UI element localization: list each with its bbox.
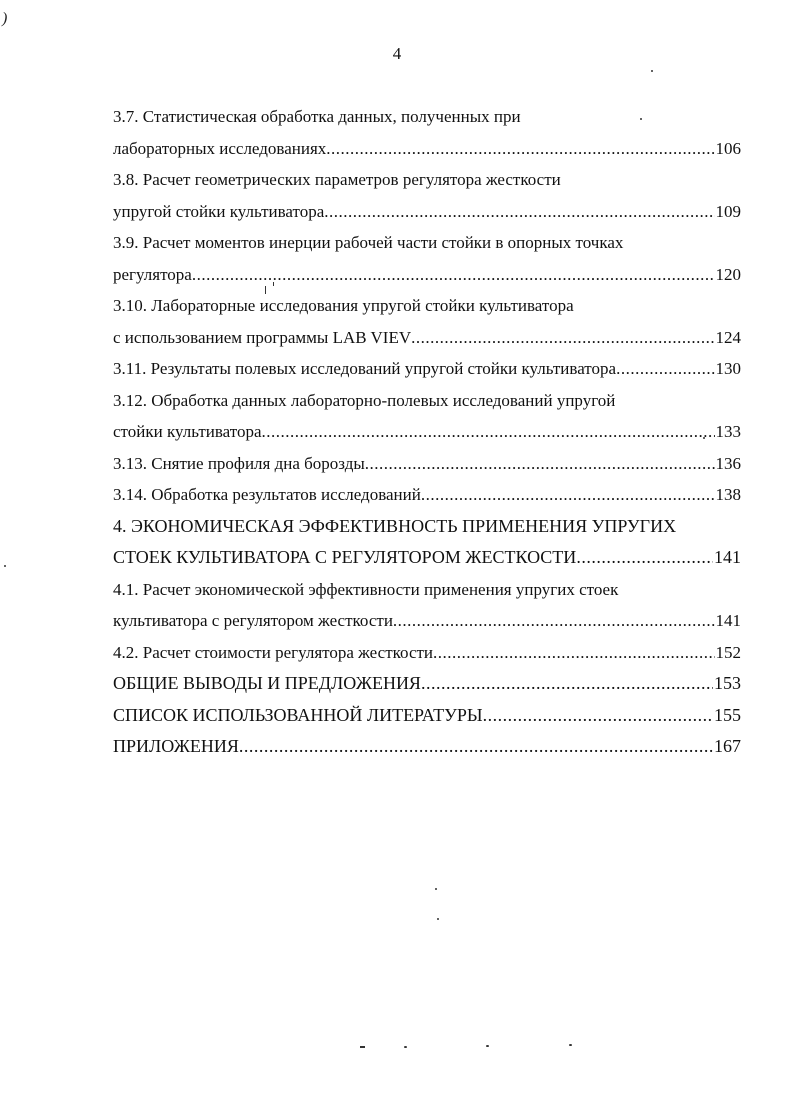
toc-entry-leader-line bbox=[113, 322, 741, 354]
toc-entry-title-line: 3.10. Лабораторные исследования упругой стойки культиватора bbox=[113, 296, 574, 315]
dot-leader bbox=[393, 605, 715, 637]
scan-mark: ) bbox=[2, 10, 8, 27]
toc-entry bbox=[113, 668, 741, 700]
toc-entry-page-number: 124 bbox=[715, 327, 741, 347]
toc-entry-title-line: 4.1. Расчет экономической эффективности применения упругих стоек bbox=[113, 579, 619, 599]
toc-entry-page-number: 109 bbox=[715, 201, 741, 221]
scan-speck bbox=[404, 1046, 407, 1048]
table-of-contents bbox=[113, 101, 741, 763]
toc-entry-title: СПИСОК ИСПОЛЬЗОВАННОЙ ЛИТЕРАТУРЫ bbox=[113, 704, 483, 725]
scan-speck bbox=[4, 565, 6, 567]
toc-entry-page-number: 138 bbox=[715, 485, 741, 504]
toc-entry-page-number: 133 bbox=[715, 422, 741, 441]
dot-leader bbox=[262, 416, 715, 448]
toc-entry-title: культиватора с регулятором жесткости bbox=[113, 611, 393, 630]
toc-entry-leader-line bbox=[113, 196, 741, 228]
toc-entry-leader-line bbox=[113, 542, 741, 574]
toc-entry-title: ПРИЛОЖЕНИЯ bbox=[113, 736, 239, 756]
toc-entry-leader-line bbox=[113, 448, 741, 480]
toc-entry bbox=[113, 101, 741, 164]
dot-leader bbox=[483, 700, 713, 732]
scan-speck bbox=[640, 118, 642, 120]
toc-entry-title: упругой стойки культиватора bbox=[113, 201, 325, 221]
page-number: 4 bbox=[392, 44, 402, 63]
toc-entry-title: 3.13. Снятие профиля дна борозды bbox=[113, 453, 365, 473]
scan-speck bbox=[435, 888, 437, 890]
toc-entry-page-number: 130 bbox=[715, 359, 741, 378]
toc-entry-leader-line bbox=[113, 700, 741, 732]
toc-entry-leader-line bbox=[113, 479, 741, 511]
toc-entry-title: ОБЩИЕ ВЫВОДЫ И ПРЕДЛОЖЕНИЯ bbox=[113, 673, 421, 693]
toc-entry-page-number: 153 bbox=[714, 673, 741, 693]
toc-entry-page-number: 106 bbox=[715, 138, 741, 158]
dot-leader bbox=[433, 637, 714, 669]
toc-entry-title: 4.2. Расчет стоимости регулятора жесткости bbox=[113, 642, 434, 662]
toc-entry-title-line: 3.12. Обработка данных лабораторно-полевых исследований упругой bbox=[113, 390, 616, 410]
scan-speck bbox=[703, 437, 705, 439]
dot-leader bbox=[326, 133, 714, 165]
toc-entry bbox=[113, 574, 741, 637]
toc-entry-leader-line bbox=[113, 605, 741, 637]
toc-entry bbox=[113, 479, 741, 511]
toc-entry-title-line: 3.7. Статистическая обработка данных, полученных при bbox=[113, 107, 521, 126]
toc-entry bbox=[113, 448, 741, 480]
dot-leader bbox=[421, 668, 713, 700]
toc-entry-title-line: 3.9. Расчет моментов инерции рабочей части стойки в опорных точках bbox=[113, 233, 624, 252]
toc-entry-leader-line bbox=[113, 731, 741, 763]
dot-leader bbox=[324, 196, 714, 228]
toc-entry-leader-line bbox=[113, 353, 741, 385]
toc-entry-page-number: 136 bbox=[715, 453, 741, 473]
dot-leader bbox=[576, 542, 713, 574]
toc-entry-title: регулятора bbox=[113, 264, 192, 284]
dot-leader bbox=[365, 448, 715, 480]
toc-entry-page-number: 167 bbox=[714, 736, 741, 756]
toc-entry-leader-line bbox=[113, 133, 741, 165]
toc-entry bbox=[113, 290, 741, 353]
toc-entry-leader-line bbox=[113, 668, 741, 700]
toc-entry bbox=[113, 164, 741, 227]
dot-leader bbox=[192, 259, 715, 291]
toc-entry-title-line: 4. ЭКОНОМИЧЕСКАЯ ЭФФЕКТИВНОСТЬ ПРИМЕНЕНИЯ УПРУГИХ bbox=[113, 515, 677, 536]
scan-speck bbox=[651, 70, 653, 72]
toc-entry-title: лабораторных исследованиях bbox=[113, 138, 327, 158]
dot-leader bbox=[421, 479, 715, 511]
toc-entry-title: СТОЕК КУЛЬТИВАТОРА С РЕГУЛЯТОРОМ ЖЕСТКОСТИ bbox=[113, 547, 577, 567]
toc-entry-page-number: 155 bbox=[714, 704, 741, 725]
scan-speck bbox=[486, 1045, 489, 1047]
toc-entry bbox=[113, 353, 741, 385]
dot-leader bbox=[411, 322, 714, 354]
toc-entry bbox=[113, 700, 741, 732]
toc-entry-title: 3.14. Обработка результатов исследований bbox=[113, 485, 421, 504]
scan-speck bbox=[273, 282, 274, 286]
toc-entry-leader-line bbox=[113, 259, 741, 291]
toc-entry bbox=[113, 385, 741, 448]
toc-entry-page-number: 152 bbox=[715, 642, 741, 662]
toc-entry bbox=[113, 731, 741, 763]
toc-entry-title: стойки культиватора bbox=[113, 422, 262, 441]
toc-entry-title: 3.11. Результаты полевых исследований упругой стойки культиватора bbox=[113, 359, 617, 378]
toc-entry-page-number: 141 bbox=[715, 611, 741, 630]
toc-entry-title: с использованием программы LAB VIEV bbox=[113, 327, 412, 347]
toc-entry bbox=[113, 227, 741, 290]
toc-entry-title-line: 3.8. Расчет геометрических параметров регулятора жесткости bbox=[113, 170, 561, 189]
dot-leader bbox=[616, 353, 714, 385]
toc-entry-leader-line bbox=[113, 416, 741, 448]
toc-entry-leader-line bbox=[113, 637, 741, 669]
scan-speck bbox=[265, 286, 266, 294]
scan-speck bbox=[569, 1044, 572, 1046]
scan-speck bbox=[437, 918, 439, 920]
toc-entry bbox=[113, 637, 741, 669]
toc-entry-page-number: 120 bbox=[715, 264, 741, 284]
scan-speck bbox=[360, 1046, 365, 1048]
dot-leader bbox=[239, 731, 713, 763]
toc-entry-page-number: 141 bbox=[714, 547, 741, 567]
toc-entry bbox=[113, 511, 741, 574]
